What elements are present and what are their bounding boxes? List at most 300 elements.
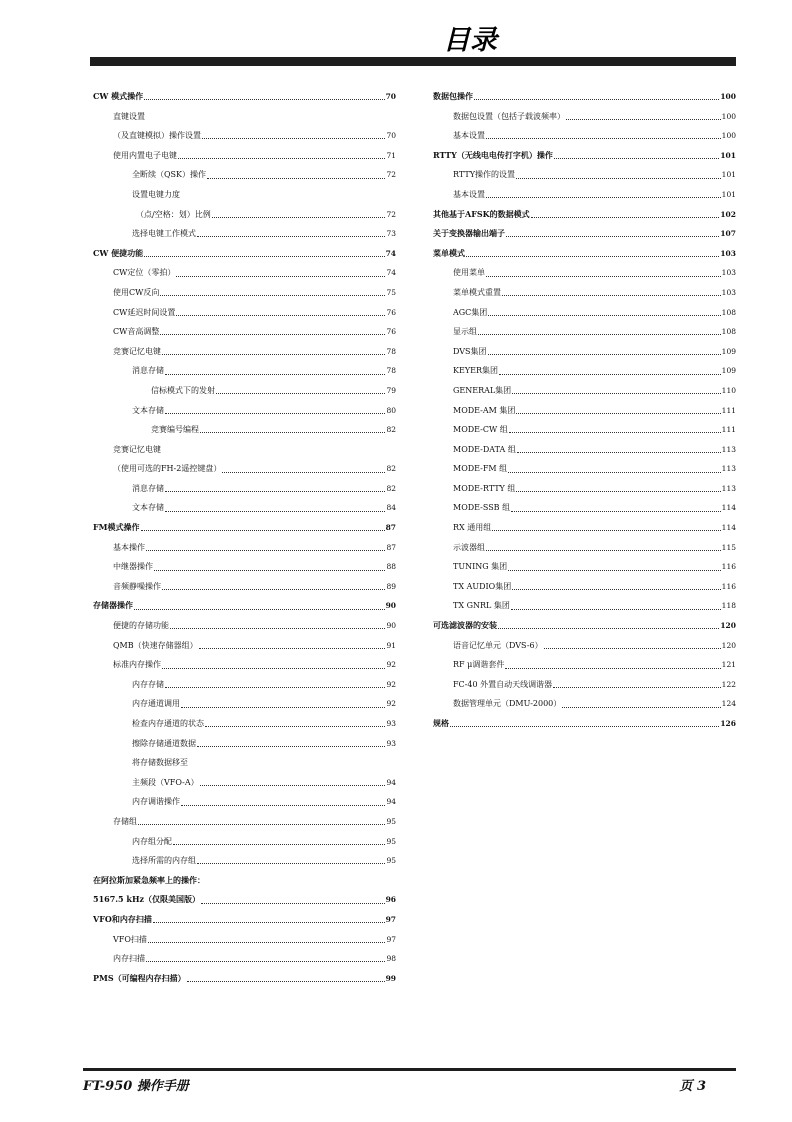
toc-entry-leader <box>197 236 385 237</box>
toc-entry-page: 74 <box>385 248 396 258</box>
toc-entry-page: 103 <box>720 248 736 258</box>
toc-entry-label: 关于变换器输出端子 <box>433 228 505 239</box>
toc-entry-label: AGC集团 <box>453 307 488 317</box>
toc-entry-leader <box>200 432 385 433</box>
toc-entry-leader <box>146 961 385 962</box>
toc-entry[interactable] <box>433 244 736 264</box>
toc-entry[interactable] <box>433 714 736 734</box>
toc-entry-label: 文本存储 <box>132 503 164 513</box>
toc-entry[interactable] <box>93 871 396 891</box>
toc-entry[interactable] <box>93 361 396 381</box>
toc-entry-leader <box>202 138 385 139</box>
toc-entry-label: 基本设置 <box>453 131 485 141</box>
toc-entry[interactable] <box>433 205 736 225</box>
toc-entry-leader <box>160 334 385 335</box>
toc-entry-leader <box>187 981 385 982</box>
toc-entry[interactable] <box>433 616 736 636</box>
toc-entry-label: 音频静噪操作 <box>113 581 161 591</box>
toc-entry-leader <box>531 217 720 218</box>
toc-entry-leader <box>216 393 385 394</box>
page-title: 目录 <box>443 25 497 56</box>
toc-entry-leader <box>508 472 721 473</box>
toc-entry-label: RF μ调谐套件 <box>453 660 505 670</box>
toc-entry[interactable] <box>433 401 736 421</box>
toc-entry-leader <box>486 550 721 551</box>
toc-entry-leader <box>499 374 721 375</box>
toc-entry-page: 90 <box>386 621 396 631</box>
toc-entry-leader <box>176 315 385 316</box>
toc-entry-leader <box>488 354 721 355</box>
toc-entry[interactable] <box>93 342 396 362</box>
toc-entry-page: 108 <box>721 327 736 337</box>
toc-entry-leader <box>508 570 721 571</box>
toc-entry-leader <box>148 942 386 943</box>
toc-entry-label: CW 模式操作 <box>93 91 144 101</box>
toc-entry-label: （点/空格：划）比例 <box>136 209 211 219</box>
toc-entry[interactable] <box>93 107 396 127</box>
toc-entry-leader <box>544 648 721 649</box>
toc-entry-page: 93 <box>386 738 396 748</box>
toc-entry[interactable] <box>93 283 396 303</box>
toc-entry-label: 选择电键工作模式 <box>132 229 196 239</box>
toc-entry[interactable] <box>433 675 736 695</box>
toc-entry[interactable] <box>93 538 396 558</box>
toc-entry[interactable] <box>433 577 736 597</box>
toc-entry[interactable] <box>93 753 396 773</box>
toc-entry-page: 98 <box>386 954 396 964</box>
toc-entry-page: 97 <box>385 914 396 924</box>
toc-entry-label: FM模式操作 <box>93 522 140 533</box>
toc-entry-leader <box>178 158 385 159</box>
toc-entry-page: 95 <box>386 836 396 846</box>
toc-entry[interactable] <box>93 146 396 166</box>
toc-entry[interactable] <box>433 146 736 166</box>
toc-entry-label: 内存调谐操作 <box>132 797 180 807</box>
toc-entry[interactable] <box>93 303 396 323</box>
toc-entry-page: 76 <box>386 307 396 317</box>
toc-entry[interactable] <box>433 263 736 283</box>
toc-entry-leader <box>516 491 720 492</box>
toc-entry-page: 109 <box>721 366 736 376</box>
toc-entry-page: 76 <box>386 327 396 337</box>
toc-entry[interactable] <box>93 655 396 675</box>
toc-entry-label: MODE-CW 组 <box>453 425 508 435</box>
toc-entry-leader <box>512 393 720 394</box>
toc-entry-page: 101 <box>721 170 736 180</box>
footer-page-number: 页 3 <box>679 1079 706 1094</box>
toc-entry-label: 数据包操作 <box>433 91 473 101</box>
toc-entry[interactable] <box>93 714 396 734</box>
toc-entry-label: TX GNRL 集团 <box>453 601 510 611</box>
toc-entry-leader <box>492 530 720 531</box>
toc-entry-leader <box>516 413 720 414</box>
toc-entry-label: 在阿拉斯加紧急频率上的操作： <box>93 874 205 885</box>
footer-manual-title: FT-950 操作手册 <box>83 1079 189 1094</box>
toc-entry-leader <box>512 589 720 590</box>
toc-entry-leader <box>566 119 721 120</box>
toc-entry-leader <box>165 511 385 512</box>
toc-entry-leader <box>478 334 721 335</box>
toc-entry[interactable] <box>433 694 736 714</box>
toc-entry-label: 基本操作 <box>113 542 145 552</box>
toc-entry-label: 选择所需的内存组 <box>132 856 196 866</box>
toc-entry-label: 使用CW反向 <box>113 287 160 297</box>
toc-entry-leader <box>553 687 721 688</box>
toc-right-column <box>433 87 736 734</box>
toc-entry-label: 内存存储 <box>132 679 164 689</box>
toc-entry-label: 将存储数据移至 <box>132 758 188 768</box>
toc-entry-label: 可选滤波器的安装 <box>433 620 497 631</box>
toc-entry-leader <box>222 472 385 473</box>
toc-entry-leader <box>197 863 385 864</box>
toc-entry-leader <box>554 158 720 159</box>
toc-entry[interactable] <box>93 636 396 656</box>
toc-entry-page: 114 <box>721 523 736 533</box>
toc-entry-page: 71 <box>386 150 396 160</box>
toc-entry[interactable] <box>93 224 396 244</box>
toc-entry-page: 91 <box>386 640 396 650</box>
toc-entry-leader <box>505 668 720 669</box>
toc-entry-leader <box>144 99 384 100</box>
toc-entry-page: 100 <box>721 111 736 121</box>
toc-entry-label: 使用菜单 <box>453 268 485 278</box>
toc-entry-page: 113 <box>721 444 736 454</box>
toc-entry-label: MODE-SSB 组 <box>453 503 511 513</box>
toc-entry-leader <box>450 726 719 727</box>
toc-entry-leader <box>511 511 721 512</box>
toc-entry-label: 内存扫描 <box>113 954 145 964</box>
top-divider <box>90 57 736 66</box>
toc-left-column <box>93 87 396 988</box>
toc-entry-page: 92 <box>386 660 396 670</box>
toc-entry-leader <box>141 530 385 531</box>
toc-entry-label: 信标模式下的发射 <box>151 385 215 395</box>
bottom-divider <box>83 1068 736 1071</box>
toc-entry-label: 语音记忆单元（DVS-6） <box>453 640 543 650</box>
toc-entry[interactable] <box>93 577 396 597</box>
toc-entry-label: 消息存储 <box>132 483 164 493</box>
toc-entry-label: 文本存储 <box>132 405 164 415</box>
toc-entry-page: 118 <box>721 601 736 611</box>
toc-entry[interactable] <box>433 126 736 146</box>
toc-entry-page: 95 <box>386 856 396 866</box>
toc-entry[interactable] <box>433 283 736 303</box>
toc-entry-leader <box>562 707 720 708</box>
toc-entry[interactable] <box>93 851 396 871</box>
toc-entry-page: 93 <box>386 719 396 728</box>
toc-entry-label: 数据包设置（包括子载波频率） <box>453 111 565 121</box>
toc-entry[interactable] <box>93 498 396 518</box>
toc-entry[interactable] <box>433 381 736 401</box>
toc-entry[interactable] <box>433 185 736 205</box>
toc-entry-label: MODE-AM 集团 <box>453 405 516 415</box>
toc-entry[interactable] <box>93 244 396 264</box>
toc-entry-label: QMB（快速存储器组） <box>113 640 198 650</box>
toc-entry-label: 设置电键力度 <box>132 189 180 199</box>
toc-entry-leader <box>207 178 385 179</box>
toc-entry-page: 82 <box>386 425 396 435</box>
toc-entry[interactable] <box>93 420 396 440</box>
toc-entry-page: 87 <box>386 542 396 552</box>
toc-entry-leader <box>181 805 385 806</box>
toc-entry-page: 102 <box>720 209 736 219</box>
toc-entry-page: 109 <box>721 346 736 356</box>
toc-entry[interactable] <box>93 792 396 812</box>
toc-entry[interactable] <box>433 303 736 323</box>
toc-entry-page: 116 <box>721 581 736 591</box>
toc-entry-label: TUNING 集团 <box>453 562 508 572</box>
toc-entry-leader <box>486 138 721 139</box>
toc-entry-leader <box>516 178 721 179</box>
toc-entry[interactable] <box>93 87 396 107</box>
toc-entry-label: CW延迟时间设置 <box>113 307 176 317</box>
toc-entry-leader <box>474 99 719 100</box>
toc-entry-label: 其他基于AFSK的数据模式 <box>433 208 530 219</box>
toc-entry-leader <box>144 256 384 257</box>
toc-entry-page: 101 <box>721 189 736 199</box>
toc-entry-label: 规格 <box>433 718 449 728</box>
toc-entry-page: 79 <box>386 385 396 395</box>
toc-entry-label: 标准内存操作 <box>113 660 161 670</box>
toc-entry-label: 内存组分配 <box>132 836 172 846</box>
toc-entry[interactable] <box>93 518 396 538</box>
toc-entry-page: 113 <box>721 483 736 493</box>
toc-entry[interactable] <box>433 459 736 479</box>
toc-entry-label: 存储器操作 <box>93 600 133 611</box>
toc-entry-label: 竞赛编号编程 <box>151 425 199 435</box>
toc-entry-leader <box>197 746 385 747</box>
toc-entry-page: 72 <box>386 209 396 219</box>
toc-entry-leader <box>200 785 386 786</box>
toc-entry-label: 存储组 <box>113 816 137 826</box>
toc-entry-label: TX AUDIO集团 <box>453 581 512 591</box>
toc-entry[interactable] <box>93 969 396 989</box>
toc-entry-page: 99 <box>385 973 396 983</box>
toc-entry[interactable] <box>433 479 736 499</box>
toc-entry[interactable] <box>433 538 736 558</box>
toc-entry-label: VFO和内存扫描 <box>93 913 152 924</box>
toc-entry-label: DVS集团 <box>453 346 487 356</box>
toc-entry-page: 94 <box>386 777 396 787</box>
toc-entry-label: 示波器组 <box>453 542 485 552</box>
toc-entry-page: 82 <box>386 483 396 493</box>
toc-entry-label: RX 通用组 <box>453 523 492 533</box>
toc-entry-page: 70 <box>385 92 396 101</box>
toc-entry-page: 126 <box>720 719 736 728</box>
toc-entry-label: （使用可选的FH-2遥控键盘） <box>113 464 222 474</box>
toc-entry-page: 78 <box>386 346 396 356</box>
toc-entry[interactable] <box>93 557 396 577</box>
toc-entry-leader <box>160 295 385 296</box>
toc-entry-page: 92 <box>386 699 396 709</box>
toc-entry-label: FC-40 外置自动天线调谐器 <box>453 679 553 689</box>
toc-entry[interactable] <box>433 107 736 127</box>
toc-entry-label: 擦除存储通道数据 <box>132 738 196 748</box>
toc-entry[interactable] <box>93 832 396 852</box>
toc-entry-leader <box>165 374 385 375</box>
toc-entry-page: 74 <box>386 268 396 278</box>
toc-entry-leader <box>162 589 385 590</box>
toc-entry-page: 100 <box>720 92 736 101</box>
toc-entry-page: 111 <box>721 425 736 435</box>
toc-entry-leader <box>212 217 386 218</box>
toc-entry[interactable] <box>433 420 736 440</box>
toc-entry-leader <box>509 432 721 433</box>
toc-entry[interactable] <box>433 87 736 107</box>
toc-entry-page: 120 <box>721 640 736 650</box>
toc-entry-leader <box>506 236 719 237</box>
toc-entry[interactable] <box>93 126 396 146</box>
toc-entry[interactable] <box>93 596 396 616</box>
toc-entry-page: 88 <box>386 562 396 572</box>
toc-entry[interactable] <box>93 910 396 930</box>
toc-entry-label: 菜单模式重置 <box>453 287 501 297</box>
toc-entry-page: 89 <box>386 581 396 591</box>
toc-entry-leader <box>162 668 385 669</box>
toc-entry-page: 94 <box>386 797 396 807</box>
toc-entry-leader <box>486 197 721 198</box>
toc-entry[interactable] <box>93 263 396 283</box>
toc-entry-label: MODE-FM 组 <box>453 464 508 474</box>
toc-entry-leader <box>517 452 721 453</box>
toc-entry-page: 80 <box>386 405 396 415</box>
toc-entry-label: 便捷的存储功能 <box>113 621 169 631</box>
toc-entry[interactable] <box>433 498 736 518</box>
toc-entry-page: 97 <box>386 934 396 944</box>
toc-entry-leader <box>146 550 385 551</box>
toc-entry-label: 使用内置电子电键 <box>113 150 177 160</box>
toc-entry-label: 数据管理单元（DMU-2000） <box>453 699 562 709</box>
toc-entry[interactable] <box>433 165 736 185</box>
toc-entry-page: 75 <box>386 287 396 297</box>
toc-entry-leader <box>486 276 721 277</box>
toc-entry-leader <box>154 570 385 571</box>
toc-entry[interactable] <box>93 440 396 460</box>
toc-entry-leader <box>170 628 385 629</box>
toc-entry-page: 111 <box>721 405 736 415</box>
toc-entry-label: 消息存储 <box>132 366 164 376</box>
toc-entry[interactable] <box>433 342 736 362</box>
toc-entry-leader <box>176 276 385 277</box>
toc-entry-leader <box>165 491 385 492</box>
toc-entry-leader <box>502 295 721 296</box>
toc-entry-leader <box>162 354 385 355</box>
toc-entry-leader <box>134 609 385 610</box>
toc-entry[interactable] <box>433 518 736 538</box>
toc-entry[interactable] <box>93 930 396 950</box>
toc-entry-page: 121 <box>721 660 736 670</box>
toc-entry[interactable] <box>93 773 396 793</box>
toc-entry[interactable] <box>93 459 396 479</box>
toc-entry[interactable] <box>93 812 396 832</box>
toc-entry-page: 108 <box>721 307 736 317</box>
toc-entry-label: 全断续（QSK）操作 <box>132 170 207 180</box>
toc-entry-page: 92 <box>386 679 396 689</box>
toc-entry-label: 菜单模式 <box>433 247 465 258</box>
toc-entry-leader <box>498 628 719 629</box>
toc-entry[interactable] <box>433 361 736 381</box>
toc-entry[interactable] <box>93 322 396 342</box>
toc-entry-label: 直键设置 <box>113 111 145 121</box>
toc-entry[interactable] <box>433 322 736 342</box>
toc-entry-page: 101 <box>720 150 736 160</box>
toc-entry[interactable] <box>93 479 396 499</box>
toc-entry-page: 84 <box>386 503 396 513</box>
toc-entry-leader <box>488 315 720 316</box>
toc-entry-leader <box>181 707 385 708</box>
toc-entry[interactable] <box>93 616 396 636</box>
toc-entry[interactable] <box>433 655 736 675</box>
toc-entry-page: 122 <box>721 679 736 689</box>
toc-entry[interactable] <box>93 401 396 421</box>
toc-entry-leader <box>165 687 385 688</box>
toc-entry-page: 110 <box>721 385 736 395</box>
toc-entry-label: MODE-DATA 组 <box>453 444 516 454</box>
toc-entry-label: PMS（可编程内存扫描） <box>93 972 186 983</box>
toc-entry-page: 100 <box>721 131 736 141</box>
toc-entry-page: 95 <box>386 816 396 826</box>
toc-entry-label: CW定位（零拍） <box>113 268 176 278</box>
toc-entry-page: 96 <box>385 895 396 905</box>
toc-entry-leader <box>153 922 385 923</box>
toc-entry-label: 检查内存通道的状态 <box>132 719 204 728</box>
toc-entry-label: 竞赛记忆电键 <box>113 346 161 356</box>
toc-entry[interactable] <box>93 165 396 185</box>
toc-entry[interactable] <box>433 596 736 616</box>
toc-entry-page: 78 <box>386 366 396 376</box>
toc-entry-leader <box>511 609 721 610</box>
toc-entry[interactable] <box>93 694 396 714</box>
toc-entry-page: 103 <box>721 268 736 278</box>
toc-entry-page: 124 <box>721 699 736 709</box>
toc-entry-page: 107 <box>720 229 736 239</box>
toc-entry-label: RTTY（无线电电传打字机）操作 <box>433 149 553 160</box>
toc-entry-label: 主频段（VFO-A） <box>132 777 199 787</box>
toc-entry-page: 90 <box>385 601 396 611</box>
toc-entry-label: 竞赛记忆电键 <box>113 444 161 454</box>
toc-entry[interactable] <box>93 381 396 401</box>
toc-entry-leader <box>199 648 386 649</box>
toc-entry[interactable] <box>93 185 396 205</box>
toc-entry-leader <box>466 256 719 257</box>
toc-entry[interactable] <box>93 734 396 754</box>
toc-entry[interactable] <box>93 949 396 969</box>
toc-entry-leader <box>173 844 385 845</box>
toc-entry-label: MODE-RTTY 组 <box>453 483 516 493</box>
toc-entry[interactable] <box>93 205 396 225</box>
toc-entry-page: 82 <box>386 464 396 474</box>
toc-entry[interactable] <box>433 440 736 460</box>
toc-entry-leader <box>201 903 385 904</box>
toc-entry-page: 120 <box>720 621 736 631</box>
toc-entry-leader <box>205 726 385 727</box>
toc-entry-page: 103 <box>721 287 736 297</box>
toc-entry-label: CW音高调整 <box>113 327 160 337</box>
toc-entry[interactable] <box>93 675 396 695</box>
toc-entry[interactable] <box>93 890 396 910</box>
toc-entry-leader <box>138 824 385 825</box>
toc-entry-label: VFO扫描 <box>113 934 147 944</box>
toc-entry[interactable] <box>433 224 736 244</box>
toc-entry-label: CW 便捷功能 <box>93 247 144 258</box>
toc-entry-label: 显示组 <box>453 327 477 337</box>
toc-entry[interactable] <box>433 557 736 577</box>
toc-entry[interactable] <box>433 636 736 656</box>
toc-entry-label: 基本设置 <box>453 189 485 199</box>
toc-entry-label: （及直键模拟）操作设置 <box>113 131 201 141</box>
toc-entry-page: 73 <box>386 229 396 239</box>
toc-entry-page: 87 <box>385 523 396 533</box>
